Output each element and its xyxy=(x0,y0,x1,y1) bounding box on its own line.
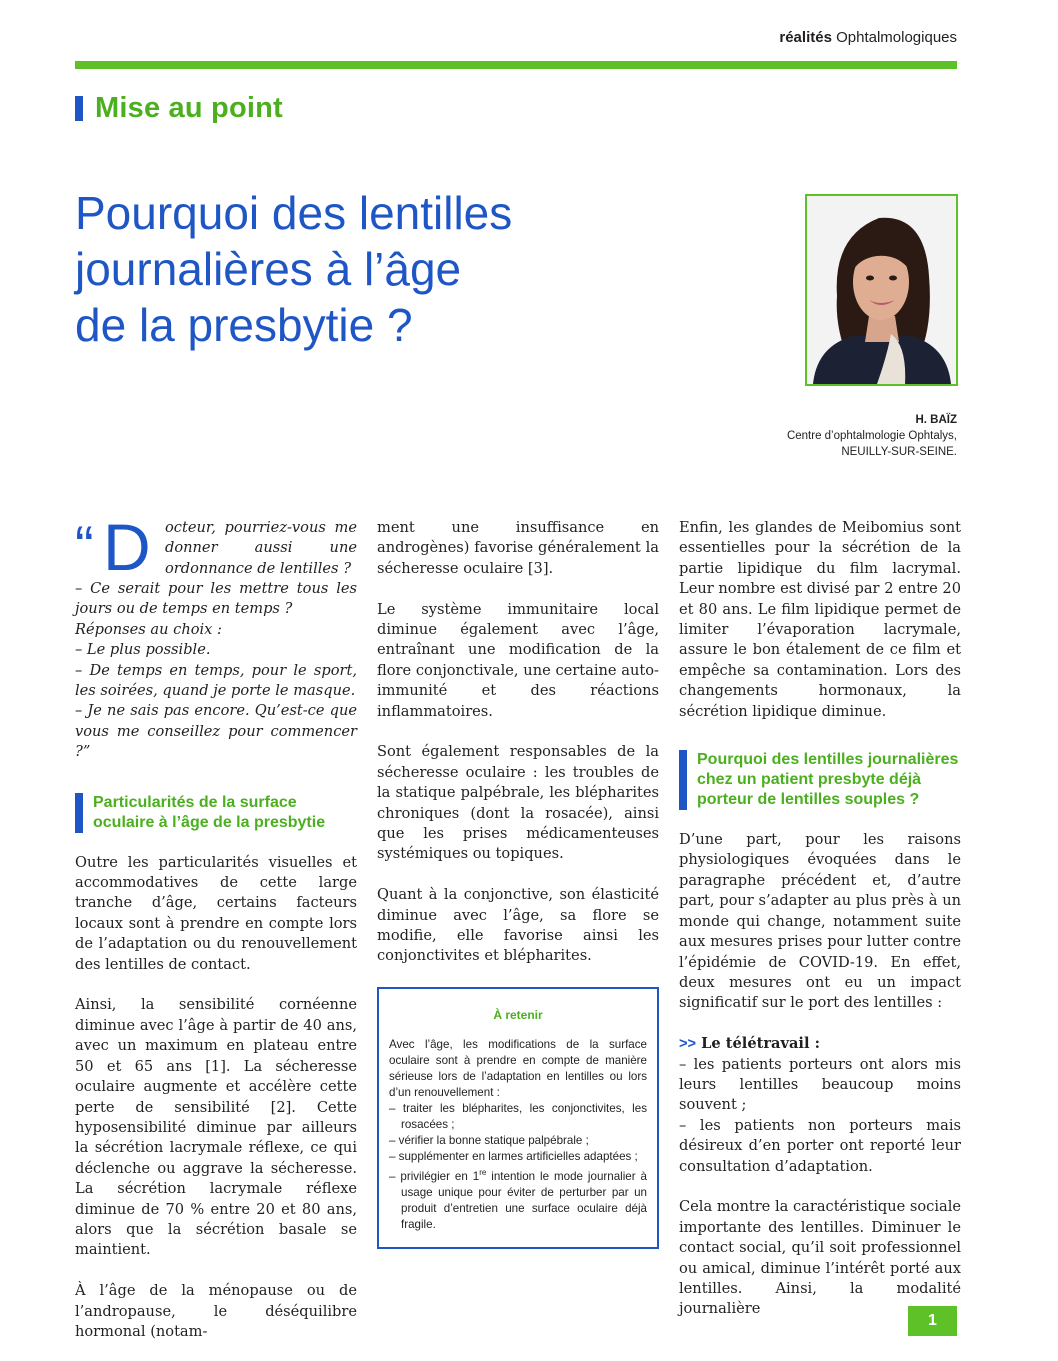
subheading-marker xyxy=(75,793,83,833)
journal-name-rest: Ophtalmologiques xyxy=(831,29,957,46)
telework-item: – les patients non porteurs mais désireux d’en porter ont reporté leur consultation d’adaptation. xyxy=(679,1116,961,1175)
key-point-pre: – privilégier en 1 xyxy=(389,1170,480,1184)
paragraph: Ainsi, la sensibilité cornéenne diminue avec l’âge à partir de 40 ans, avec un maximum en plateau entre 50 et 65 ans [1]. La sécheresse oculaire augmente et accélère cette perte de sensibilité [2]. Cette hyposensibilité diminue par ailleurs la sécrétion lacrymale réflexe, ce qui déclenche ou aggrave la sécheresse. La sécrétion lacrymale réflexe diminue de 70 % entre 20 et 80 ans, alors que la sécrétion basale se maintient. xyxy=(75,996,357,1259)
journal-name xyxy=(779,29,957,46)
title-line-3: de la presbytie ? xyxy=(75,299,413,351)
paragraph: Quant à la conjonctive, son élasticité diminue avec l’âge, sa flore se modifie, elle favorise ainsi les conjonctivites et blépharites. xyxy=(377,886,659,965)
author-photo xyxy=(805,194,958,386)
key-point-sup: re xyxy=(479,1168,487,1178)
paragraph: Enfin, les glandes de Meibomius sont essentielles pour la sécrétion de la partie lipidique du film lacrymal. Leur nombre est divisé par 2 entre 20 et 80 ans. Le film lipidique permet de limiter l’évaporation lacrymale, assure le bon étalement de ce film et empêche sa contamination. Lors des changements hormonaux, la sécrétion lipidique diminue. xyxy=(679,519,961,720)
intro-quote xyxy=(75,579,357,763)
subheading-text: Particularités de la surface oculaire à l’âge de la presbytie xyxy=(93,793,326,831)
paragraph: Cela montre la caractéristique sociale importante des lentilles. Diminuer le contact social, qu’il soit professionnel ou amical, diminue l’intérêt porté aux lentilles. Ainsi, la modalité journalière xyxy=(679,1198,961,1318)
author-name: H. BAÏZ xyxy=(915,414,957,426)
article-title xyxy=(75,185,715,353)
section-tag xyxy=(75,92,283,125)
author-affiliation: Centre d’ophtalmologie Ophtalys, xyxy=(786,430,957,442)
key-point: – traiter les blépharites, les conjonctivites, les rosacées ; xyxy=(389,1102,647,1132)
column-2 xyxy=(377,518,659,1249)
paragraph: Outre les particularités visuelles et accommodatives de cette large tranche d’âge, certains facteurs locaux sont à prendre en compte lors de l’adaptation ou du renouvellement des lentilles de contact. xyxy=(75,853,357,973)
dropcap: D xyxy=(103,510,151,584)
quote-line: – De temps en temps, pour le sport, les soirées, quand je porte le masque. xyxy=(75,661,357,700)
quote-first-line: octeur, pourriez-vous me donner aussi une ordonnance de lentilles ? xyxy=(165,519,357,577)
subheading-ocular-surface xyxy=(75,793,357,833)
subheading-daily-lenses xyxy=(679,750,961,810)
column-3 xyxy=(679,518,961,1340)
section-label: Mise au point xyxy=(95,92,283,124)
author-portrait-image xyxy=(807,196,956,384)
page-number: 1 xyxy=(908,1306,957,1336)
paragraph: Sont également responsables de la sécheresse oculaire : les troubles de la statique palpébrale, les blépharites chroniques (dont la rosacée), ainsi que les prises médicamenteuses systémiques ou topiques. xyxy=(377,743,659,863)
paragraph: ment une insuffisance en androgènes) favorise généralement la sécheresse oculaire [3]. xyxy=(377,519,659,577)
key-points-title: À retenir xyxy=(493,1008,543,1023)
telework-label-text: Le télétravail : xyxy=(696,1035,820,1053)
quote-line: – Je ne sais pas encore. Qu’est-ce que vous me conseillez pour commencer ?” xyxy=(75,702,357,761)
quote-line: Réponses au choix : xyxy=(75,620,222,638)
telework-item: – les patients porteurs ont alors mis leurs lentilles beaucoup moins souvent ; xyxy=(679,1055,961,1114)
quote-line: – Ce serait pour les mettre tous les jours ou de temps en temps ? xyxy=(75,580,357,618)
title-line-1: Pourquoi des lentilles xyxy=(75,187,513,239)
key-points-list xyxy=(389,1101,647,1233)
key-point: – vérifier la bonne statique palpébrale ; xyxy=(389,1134,589,1148)
paragraph: Le système immunitaire local diminue également avec l’âge, entraînant une modification de la flore conjonctivale, une certaine auto-immunité et des réactions inflammatoires. xyxy=(377,600,659,720)
paragraph: À l’âge de la ménopause ou de l’andropause, le déséquilibre hormonal (notam- xyxy=(75,1282,357,1340)
key-points-intro: Avec l’âge, les modifications de la surface oculaire sont à prendre en compte de manière sérieuse lors de l’adaptation en lentilles ou lors d’un renouvellement : xyxy=(389,1038,647,1100)
journal-name-bold: réalités xyxy=(779,29,832,46)
header-rule xyxy=(75,61,957,69)
intro-quote-start xyxy=(75,510,357,584)
author-block xyxy=(787,412,957,460)
arrows-marker: >> xyxy=(679,1036,697,1053)
subheading-marker xyxy=(679,750,687,810)
author-city: NEUILLY-SUR-SEINE. xyxy=(841,446,957,458)
section-marker xyxy=(75,96,83,121)
paragraph: D’une part, pour les raisons physiologiques évoquées dans le paragraphe précédent et, d’autre part, pour s’adapter au plus près à un monde qui change, notamment suite aux mesures prises pour lutter contre l’épidémie de COVID-19. En effet, deux mesures ont eu un impact significatif sur le port des lentilles : xyxy=(679,831,961,1012)
quote-mark: “ xyxy=(75,514,94,577)
subheading-text: Pourquoi des lentilles journalières chez un patient presbyte déjà porteur de lentilles souples ? xyxy=(697,751,959,809)
key-point xyxy=(389,1165,647,1233)
title-line-2: journalières à l’âge xyxy=(75,243,462,295)
quote-line: – Le plus possible. xyxy=(75,641,211,659)
key-point-post: intention le mode journalier à usage unique pour éviter de perturber par un produit d’entretien une surface oculaire déjà fragile. xyxy=(401,1170,647,1232)
column-1 xyxy=(75,510,357,1361)
key-points-box xyxy=(377,987,659,1249)
telework-label xyxy=(679,1034,961,1054)
key-point: – supplémenter en larmes artificielles adaptées ; xyxy=(389,1150,638,1164)
